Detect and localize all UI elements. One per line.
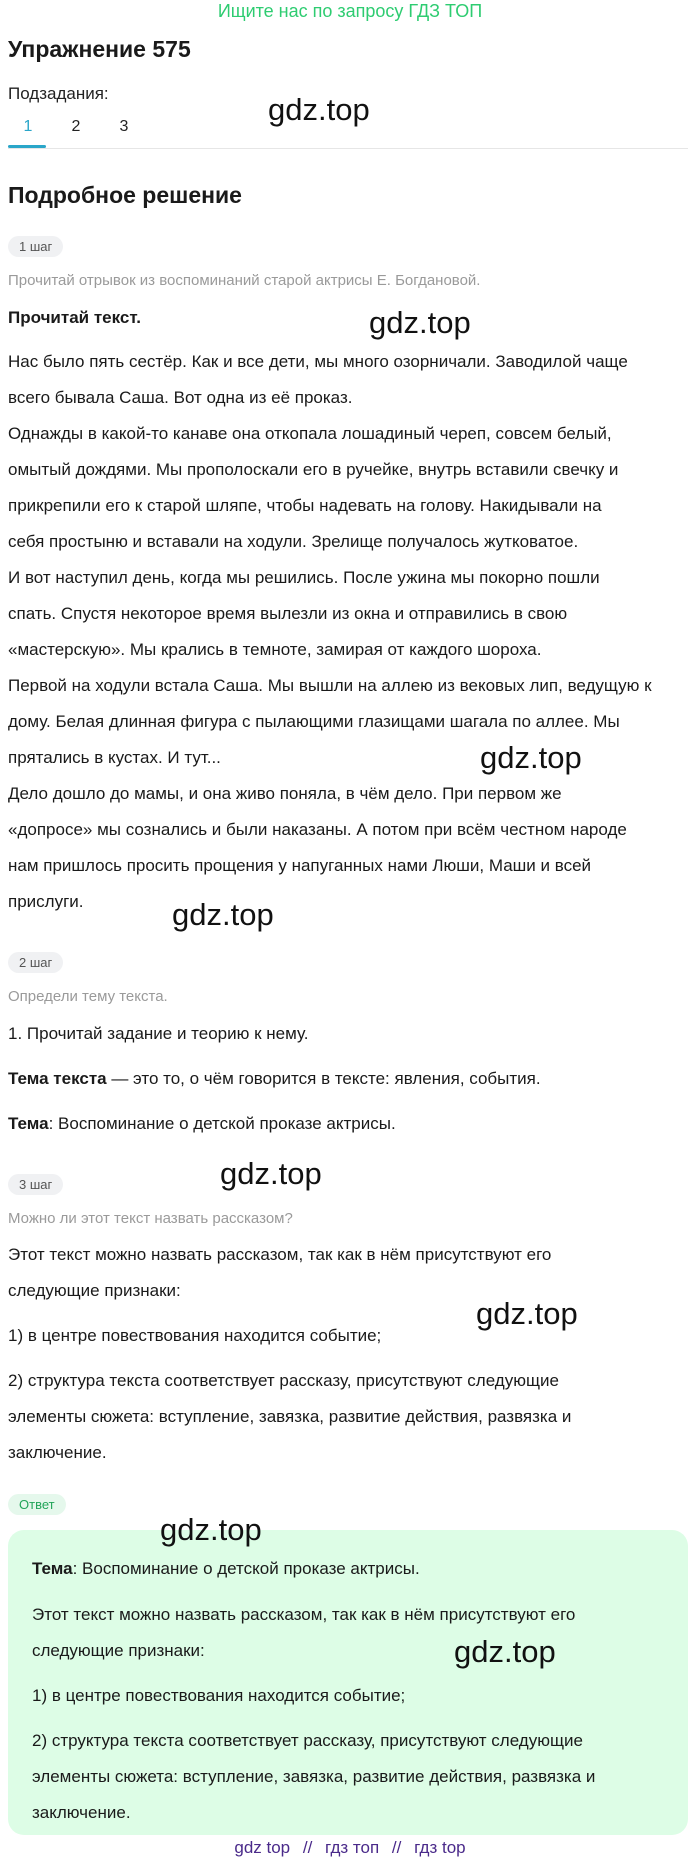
answer-badge (8, 1494, 66, 1515)
story-line: Нас было пять сестёр. Как и все дети, мы много озорничали. Заводилой чаще (8, 352, 628, 371)
solution-title: Подробное решение (8, 182, 242, 208)
watermark: gdz.top (268, 92, 370, 127)
footer-link-gdz-top-ru[interactable]: гдз топ (325, 1838, 380, 1857)
step2-paragraph-3 (8, 1106, 688, 1142)
term-definition: — это то, о чём говорится в тексте: явления, события. (106, 1069, 541, 1088)
step-badge-2 (8, 952, 63, 973)
tab-1[interactable]: 1 (23, 118, 33, 135)
theme-label: Тема (32, 1559, 73, 1578)
watermark: gdz.top (160, 1512, 262, 1547)
footer-link-gdz-top[interactable]: gdz top (234, 1838, 291, 1857)
step-badge-label: 2 шаг (8, 952, 63, 973)
story-line: всего бывала Саша. Вот одна из её проказ. (8, 388, 353, 407)
story-line: дому. Белая длинная фигура с пылающими глазищами шагала по аллее. Мы (8, 712, 620, 731)
search-banner: Ищите нас по запросу ГДЗ ТОП (217, 1, 483, 21)
answer-line: элементы сюжета: вступление, завязка, развитие действия, развязка и (32, 1767, 596, 1786)
subtasks-label: Подзадания: (8, 84, 109, 103)
story-line: себя простыню и вставали на ходули. Зрелище получалось жутковатое. (8, 532, 579, 551)
footer-separator: // (302, 1838, 313, 1857)
tab-3[interactable]: 3 (119, 118, 129, 135)
answer-text (32, 1597, 672, 1669)
story-line: прикрепили его к старой шляпе, чтобы надевать на голову. Накидывали на (8, 496, 602, 515)
answer-theme (32, 1551, 672, 1587)
step-hint-3: Можно ли этот текст назвать рассказом? (8, 1210, 293, 1227)
step-badge-3 (8, 1174, 63, 1195)
tab-2[interactable]: 2 (71, 118, 81, 135)
step3-line: 2) структура текста соответствует рассказу, присутствуют следующие (8, 1371, 559, 1390)
page-title: Упражнение 575 (8, 36, 191, 62)
watermark: gdz.top (480, 740, 582, 775)
story-line: «мастерскую». Мы крались в темноте, замирая от каждого шороха. (8, 640, 542, 659)
instruction-text: Прочитай текст. (8, 308, 141, 327)
step-badge-1 (8, 236, 63, 257)
step3-point-1: 1) в центре повествования находится событие; (8, 1326, 382, 1345)
footer-separator: // (391, 1838, 402, 1857)
story-line: Однажды в какой-то канаве она откопала лошадиный череп, совсем белый, (8, 424, 612, 443)
theme-label: Тема (8, 1114, 49, 1133)
story-line: Первой на ходули встала Саша. Мы вышли на аллею из вековых лип, ведущую к (8, 676, 652, 695)
answer-line: заключение. (32, 1803, 131, 1822)
story-line: «допросе» мы сознались и были наказаны. А потом при всём честном народе (8, 820, 627, 839)
step3-line: следующие признаки: (8, 1281, 181, 1300)
answer-line: Этот текст можно назвать рассказом, так как в нём присутствуют его (32, 1605, 576, 1624)
step3-line: заключение. (8, 1443, 107, 1462)
story-line: омытый дождями. Мы прополоскали его в ручейке, внутрь вставили свечку и (8, 460, 619, 479)
theme-value: : Воспоминание о детской проказе актрисы. (72, 1559, 420, 1578)
story-line: спать. Спустя некоторое время вылезли из окна и отправились в свою (8, 604, 568, 623)
term-label: Тема текста (8, 1069, 107, 1088)
story-line: прислуги. (8, 892, 84, 911)
step2-paragraph-2 (8, 1061, 688, 1097)
story-line: Дело дошло до мамы, и она живо поняла, в чём дело. При первом же (8, 784, 562, 803)
answer-line: 2) структура текста соответствует рассказу, присутствуют следующие (32, 1731, 583, 1750)
answer-point-1: 1) в центре повествования находится событие; (32, 1686, 406, 1705)
watermark: gdz.top (476, 1296, 578, 1331)
step3-line: элементы сюжета: вступление, завязка, развитие действия, развязка и (8, 1407, 572, 1426)
footer-links (0, 1838, 700, 1858)
step-hint-1: Прочитай отрывок из воспоминаний старой актрисы Е. Богдановой. (8, 272, 481, 289)
answer-point-2 (32, 1723, 672, 1831)
theme-value: : Воспоминание о детской проказе актрисы. (48, 1114, 396, 1133)
story-line: нам пришлось просить прощения у напуганных нами Люши, Маши и всей (8, 856, 592, 875)
step2-paragraph-1: 1. Прочитай задание и теорию к нему. (8, 1024, 309, 1043)
step-badge-label: 1 шаг (8, 236, 63, 257)
answer-line: следующие признаки: (32, 1641, 205, 1660)
story-text (8, 344, 688, 920)
watermark: gdz.top (220, 1156, 322, 1191)
watermark: gdz.top (454, 1634, 556, 1669)
step3-point-2 (8, 1363, 688, 1471)
footer-link-gdz-top-mixed[interactable]: гдз top (414, 1838, 466, 1857)
answer-badge-label: Ответ (8, 1494, 66, 1515)
active-tab-indicator (8, 145, 46, 148)
story-line: И вот наступил день, когда мы решились. После ужина мы покорно пошли (8, 568, 600, 587)
step3-line: Этот текст можно назвать рассказом, так как в нём присутствуют его (8, 1245, 552, 1264)
step3-text (8, 1237, 688, 1309)
step-hint-2: Определи тему текста. (8, 988, 168, 1005)
story-line: прятались в кустах. И тут... (8, 748, 221, 767)
watermark: gdz.top (172, 897, 274, 932)
watermark: gdz.top (369, 305, 471, 340)
step-badge-label: 3 шаг (8, 1174, 63, 1195)
